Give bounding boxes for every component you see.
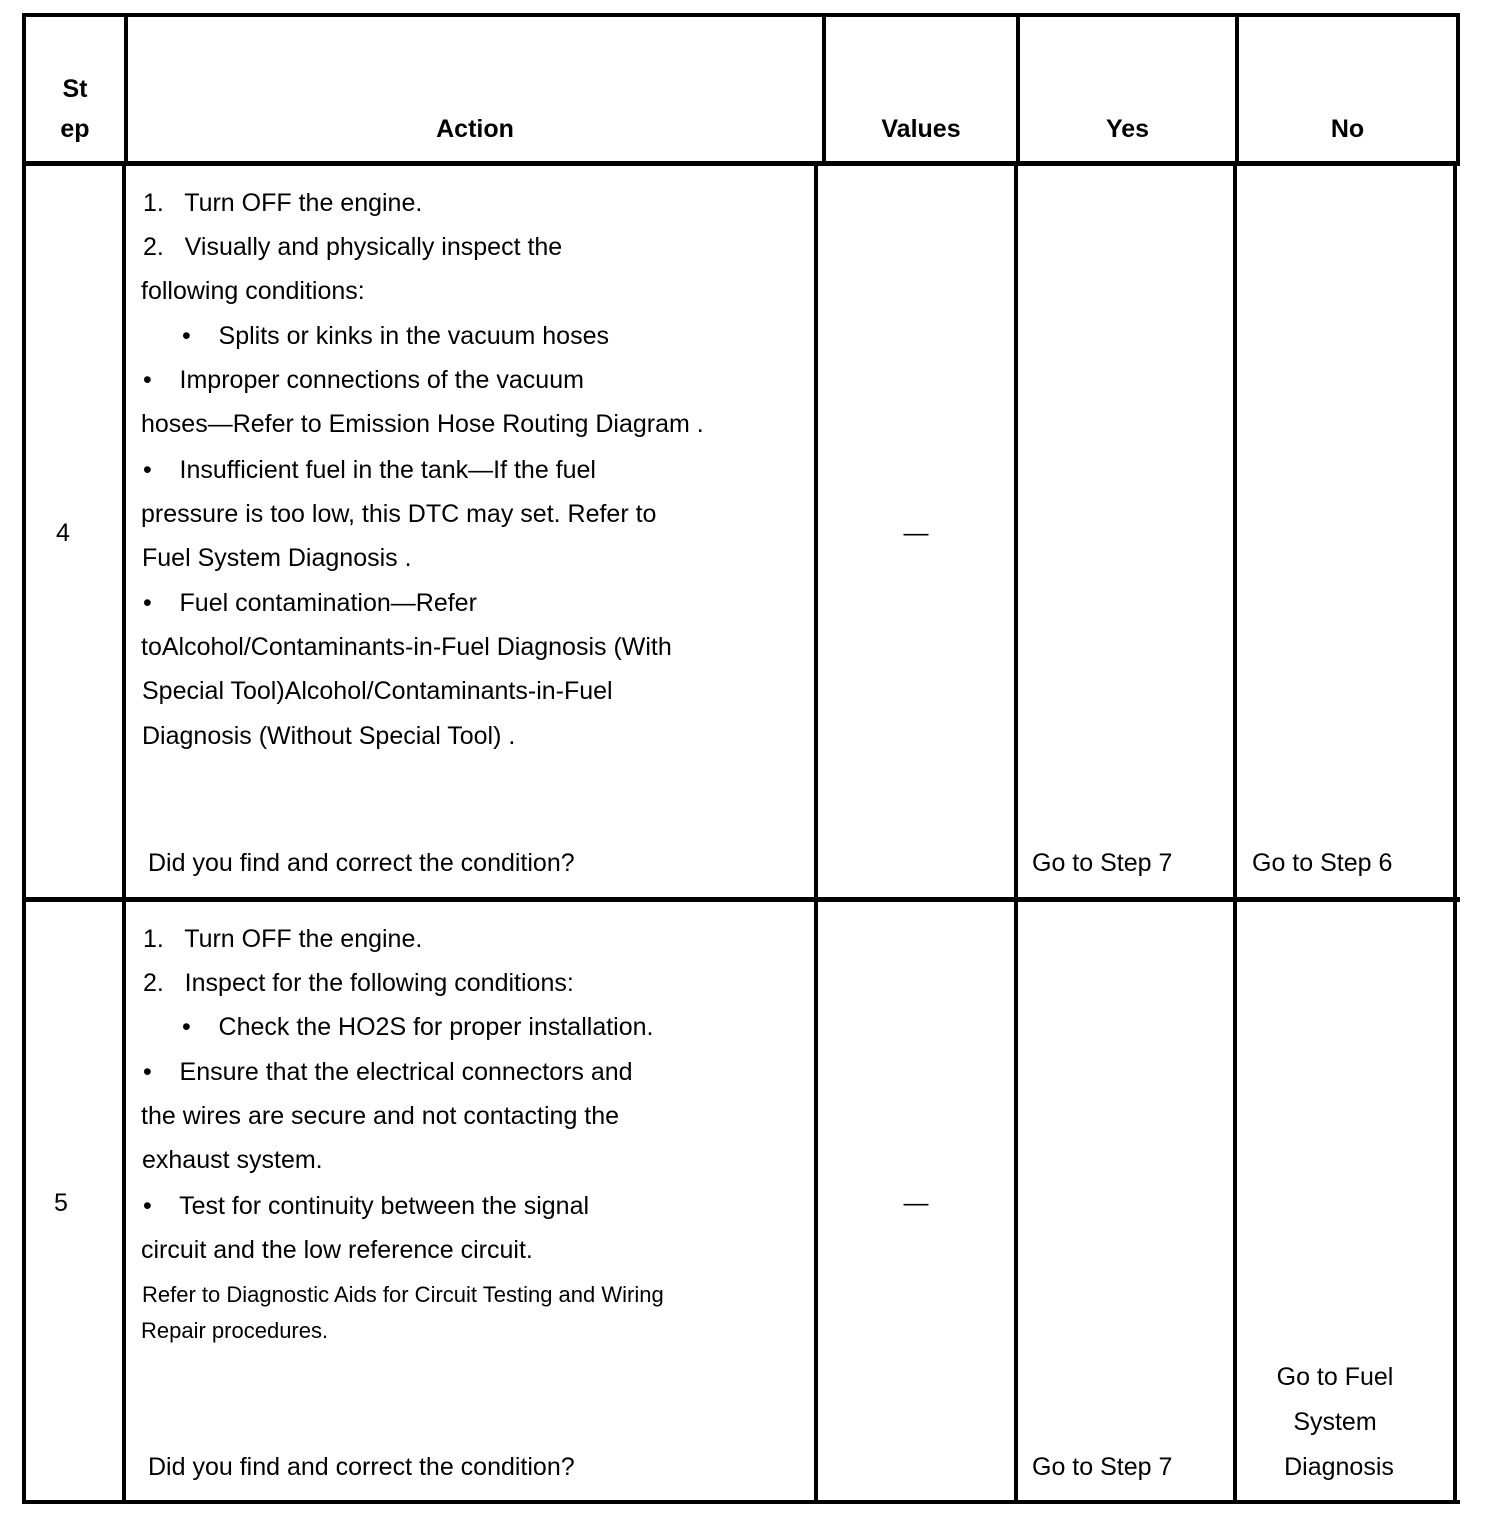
header-yes: Yes <box>1105 115 1150 143</box>
table-top-border <box>22 13 1460 17</box>
column-border <box>1233 161 1237 1504</box>
action-line: • Check the HO2S for proper installation. <box>182 1013 654 1041</box>
action-line: exhaust system. <box>142 1146 323 1174</box>
note-line: Repair procedures. <box>141 1318 329 1343</box>
header-bottom-border <box>22 161 1460 166</box>
note-line: Refer to Diagnostic Aids for Circuit Testing and Wiring <box>142 1282 664 1307</box>
action-line: pressure is too low, this DTC may set. Refer to <box>141 500 657 528</box>
no-cell-line: Go to Fuel <box>1276 1363 1394 1391</box>
table-bottom-border <box>22 1500 1460 1504</box>
action-line: toAlcohol/Contaminants-in-Fuel Diagnosis (With <box>141 633 672 661</box>
header-step-line1: St <box>62 75 88 103</box>
column-border <box>1014 161 1018 1504</box>
step-number: 5 <box>54 1189 68 1217</box>
action-line: 2. Inspect for the following conditions: <box>143 969 574 997</box>
question-text: Did you find and correct the condition? <box>148 849 575 877</box>
no-cell-line: System <box>1293 1408 1377 1436</box>
action-line: 1. Turn OFF the engine. <box>143 925 423 953</box>
action-line: • Insufficient fuel in the tank—If the fuel <box>143 456 596 484</box>
action-line: • Splits or kinks in the vacuum hoses <box>182 322 609 350</box>
yes-cell: Go to Step 7 <box>1032 849 1173 877</box>
column-border <box>1453 161 1457 1504</box>
action-line: • Ensure that the electrical connectors and <box>143 1058 633 1086</box>
action-line: hoses—Refer to Emission Hose Routing Diagram . <box>141 410 704 438</box>
no-cell-line: Diagnosis <box>1284 1453 1394 1481</box>
question-text: Did you find and correct the condition? <box>148 1453 575 1481</box>
header-step-line2: ep <box>60 115 90 143</box>
column-border <box>22 161 26 1504</box>
column-border <box>814 161 818 1504</box>
action-line: circuit and the low reference circuit. <box>141 1236 533 1264</box>
column-border <box>1456 13 1460 165</box>
action-line: Diagnosis (Without Special Tool) . <box>142 722 516 750</box>
action-line: the wires are secure and not contacting the <box>141 1102 620 1130</box>
row-divider <box>22 897 1460 902</box>
action-line: 1. Turn OFF the engine. <box>143 189 423 217</box>
action-line: • Test for continuity between the signal <box>143 1192 590 1220</box>
header-values: Values <box>881 115 961 143</box>
action-line: • Improper connections of the vacuum <box>143 366 584 394</box>
action-line: Special Tool)Alcohol/Contaminants-in-Fuel <box>142 677 613 705</box>
header-action: Action <box>436 115 514 143</box>
values-cell: — <box>903 519 929 547</box>
header-no: No <box>1330 115 1365 143</box>
step-number: 4 <box>56 519 70 547</box>
no-cell: Go to Step 6 <box>1252 849 1393 877</box>
values-cell: — <box>903 1189 929 1217</box>
yes-cell: Go to Step 7 <box>1032 1453 1173 1481</box>
action-line: 2. Visually and physically inspect the <box>143 233 563 261</box>
action-line: • Fuel contamination—Refer <box>143 589 477 617</box>
action-line: following conditions: <box>141 277 365 305</box>
column-border <box>122 161 126 1504</box>
action-line: Fuel System Diagnosis . <box>142 544 412 572</box>
